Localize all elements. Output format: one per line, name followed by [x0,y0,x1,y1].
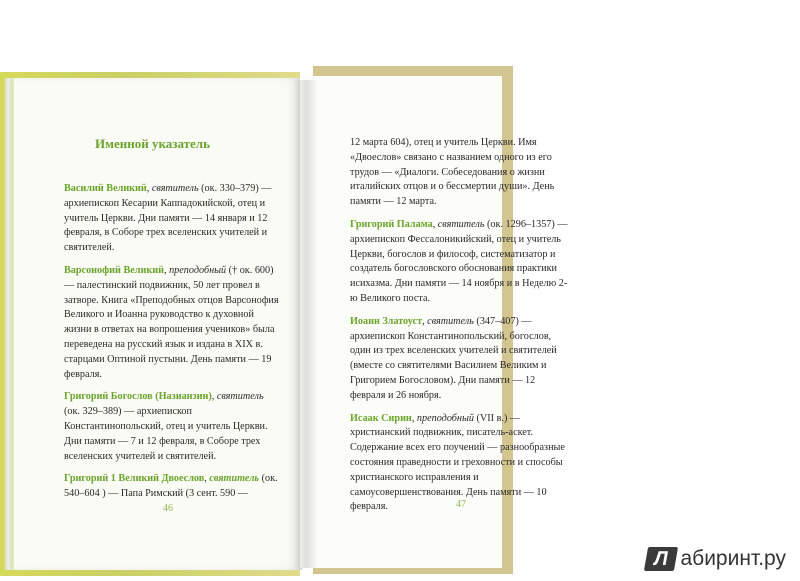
entry-role: преподобный [169,264,227,276]
entry-name: Григорий 1 Великий Двоеслов [64,473,205,485]
entry-name: Василий Великий [64,183,147,194]
entry-text: († ок. 600) — палестинский подвижник, 50 лет провел в затворе. Книга «Преподобных отцов Варсонофия Великого и Иоанна руководство к духовной жизни в ответах на вопрошения учеников» была переведена на русский язык и издана в XIX в. старцами Оптиной пустыни. День памяти — 19 февраля. [64,264,279,380]
page-number-right: 47 [456,499,466,510]
entry-name: Григорий Богослов (Назианзин) [64,391,212,403]
right-page-column [350,136,568,523]
index-entry: Григорий Богослов (Назианзин), святитель (ок. 329–389) — архиепископ Константинопольский, отец и учитель Церкви. Дни памяти — 7 и 12 февраля, в Соборе трех вселенских учителей и святителей. [64,391,268,462]
entry-text: (ок. 330–379) — архиепископ Кесарии Каппадокийской, отец и учитель Церкви. Дни памяти — 14 января и 12 февраля, в Соборе трех вселенских учителей и святителей. [64,183,272,254]
entry-role: преподобный [416,412,474,424]
index-entry: Василий Великий, святитель (ок. 330–379) — архиепископ Кесарии Каппадокийской, отец и учитель Церкви. Дни памяти — 14 января и 12 февраля, в Соборе трех вселенских учителей и святителей. [64,183,272,254]
entry-role: святитель [437,218,485,230]
entry-role: святитель [209,473,260,485]
book-spine-shadow [294,80,318,568]
index-entry: Исаак Сирин, преподобный (VII в.) — христианский подвижник, писатель-аскет. Содержание всех его поучений — разнообразные состояния праведности и греховности и способы христианского исправления и самоусовершенствования. День памяти — 10 февраля. [350,412,565,513]
entry-role: святитель [216,391,264,403]
entry-role: святитель [151,183,199,194]
entry-role: святитель [427,315,474,327]
index-entry: Варсонофий Великий, преподобный († ок. 600) — палестинский подвижник, 50 лет провел в затворе. Книга «Преподобных отцов Варсонофия Великого и Иоанна руководство к духовной жизни в ответах на вопрошения учеников» была переведена на русский язык и издана в XIX в. старцами Оптиной пустыни. День памяти — 19 февраля. [64,264,279,380]
index-entry: Иоанн Златоуст, святитель (347–407) — архиепископ Константинопольский, богослов, один из трех вселенских учителей и святителей (вместе со святителями Василием Великим и Григорием Богословом). Дни памяти — 12 февраля и 26 ноября. [350,315,557,401]
index-heading: Именной указатель [95,136,210,151]
labirint-logo-icon: Л [644,547,678,571]
watermark-text: абиринт.ру [680,546,786,570]
index-entry: Григорий Палама, святитель (ок. 1296–1357) — архиепископ Фессалоникийский, отец и учитель Церкви, богослов и философ, систематизатор и создатель богословского обоснования практики исихазма. Дни памяти — 14 ноября и в Неделю 2-ю Великого поста. [350,218,568,304]
entry-text: (ок. 329–389) — архиепископ Константинопольский, отец и учитель Церкви. Дни памяти — 7 и 12 февраля, в Соборе трех вселенских учителей и святителей. [64,406,268,462]
labirint-watermark [646,547,786,571]
left-page-column [64,182,282,510]
entry-name: Иоанн Златоуст [350,315,423,327]
page-number-left: 46 [163,503,173,514]
entry-name: Исаак Сирин [350,412,412,424]
entry-text: (ок. 1296–1357) — архиепископ Фессалоникийский, отец и учитель Церкви, богослов и философ, систематизатор и создатель богословского обоснования практики исихазма. Дни памяти — 14 ноября и в Неделю 2-ю Великого поста. [350,218,568,304]
entry-name: Варсонофий Великий [64,264,164,276]
entry-name: Григорий Палама [350,218,433,230]
entry-text: (VII в.) — христианский подвижник, писатель-аскет. Содержание всех его поучений — разнообразные состояния праведности и греховности и способы христианского исправления и самоусовершенствования. День памяти — 10 февраля. [350,412,565,513]
entry-text: (347–407) — архиепископ Константинопольский, богослов, один из трех вселенских учителей и святителей (вместе со святителями Василием Великим и Григорием Богословом). Дни памяти — 12 февраля и 26 ноября. [350,315,557,401]
index-entry: Григорий 1 Великий Двоеслов, святитель (ок. 540–604 ) — Папа Римский (3 сент. 590 — [64,473,278,500]
entry-text: (ок. 540–604 ) — Папа Римский (3 сент. 590 — [64,473,278,500]
entry-continuation: 12 марта 604), отец и учитель Церкви. Имя «Двоеслов» связано с названием одного из его трудов — «Диалоги. Собеседования о жизни италийских отцов и о бессмертии души». День памяти — 12 марта. [350,137,555,208]
